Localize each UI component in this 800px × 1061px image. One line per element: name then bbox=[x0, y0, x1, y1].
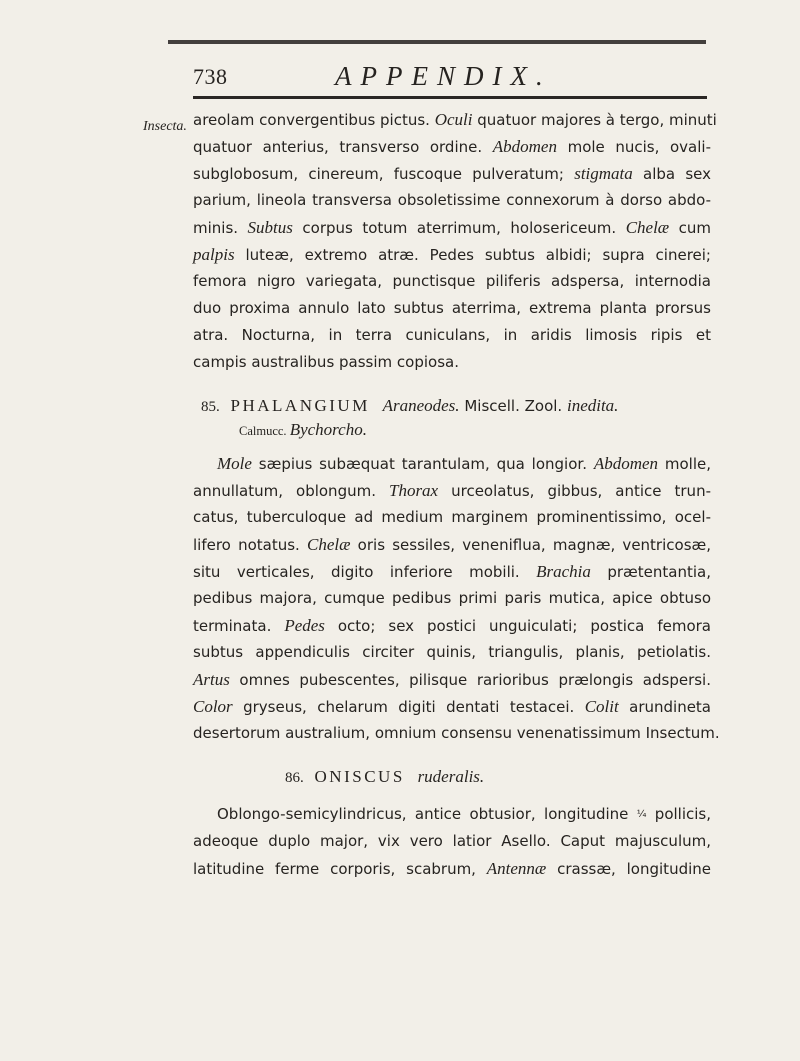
italic-term: Brachia bbox=[536, 562, 591, 581]
paragraph-oniscus bbox=[193, 801, 711, 882]
text-line: atra. Nocturna, in terra cuniculans, in aridis limosis ripis et bbox=[193, 326, 711, 344]
header-rule bbox=[193, 96, 707, 99]
species-name: Araneodes. bbox=[382, 396, 460, 415]
running-head: APPENDIX. bbox=[335, 61, 552, 91]
main-text bbox=[193, 106, 720, 882]
text-line: situ verticales, digito inferiore mobili. Brachia prætentantia, bbox=[193, 562, 711, 581]
entry-number: 86. bbox=[285, 770, 304, 786]
text-line: catus, tuberculoque ad medium marginem prominentissimo, ocel- bbox=[193, 508, 711, 526]
text-line: terminata. Pedes octo; sex postici unguiculati; postica femora bbox=[193, 616, 711, 635]
italic-term: Mole bbox=[217, 454, 252, 473]
text-line: duo proxima annulo lato subtus aterrima, extrema planta prorsus bbox=[193, 299, 711, 317]
text-line: palpis luteæ, extremo atræ. Pedes subtus albidi; supra cinerei; bbox=[193, 245, 711, 264]
vernacular-label: Calmucc. bbox=[239, 424, 287, 438]
text-line: areolam convergentibus pictus. Oculi quatuor majores à tergo, minuti bbox=[193, 110, 717, 129]
genus-name: PHALANGIUM bbox=[230, 396, 370, 415]
italic-term: Thorax bbox=[388, 481, 439, 500]
text-line: latitudine ferme corporis, scabrum, Antennæ crassæ, longitudine bbox=[193, 859, 711, 878]
text-line: quatuor anterius, transverso ordine. Abdomen mole nucis, ovali- bbox=[193, 137, 712, 156]
page-number: 738 bbox=[193, 64, 228, 89]
species-name: ruderalis. bbox=[417, 767, 485, 786]
entry-number: 85. bbox=[201, 399, 220, 415]
italic-term: Subtus bbox=[247, 218, 293, 237]
text-line: Artus omnes pubescentes, pilisque rarioribus prælongis adspersi. bbox=[193, 670, 711, 689]
italic-term: Pedes bbox=[284, 616, 325, 635]
italic-term: Antennæ bbox=[486, 859, 547, 878]
genus-name: ONISCUS bbox=[314, 767, 405, 786]
text-line: pedibus majora, cumque pedibus primi paris mutica, apice obtuso bbox=[193, 589, 711, 607]
text-line: lifero notatus. Chelæ oris sessiles, veneniflua, magnæ, ventricosæ, bbox=[193, 535, 712, 554]
paragraph-phalangium bbox=[193, 450, 720, 747]
top-rule bbox=[168, 40, 706, 44]
text-line: adeoque duplo major, vix vero latior Asello. Caput majusculum, bbox=[193, 832, 711, 850]
italic-term: Artus bbox=[193, 670, 230, 689]
text-line: annullatum, oblongum. Thorax urceolatus, gibbus, antice trun- bbox=[193, 481, 711, 500]
paragraph-insect-description bbox=[193, 106, 717, 376]
text-line: femora nigro variegata, punctisque piliferis adspersa, internodia bbox=[193, 272, 711, 290]
italic-term: Oculi bbox=[434, 110, 473, 129]
text-line: Color gryseus, chelarum digiti dentati testacei. Colit arundineta bbox=[193, 697, 711, 716]
marginal-note: Insecta. bbox=[143, 119, 187, 134]
text-line: subtus appendiculis circiter quinis, triangulis, planis, petiolatis. bbox=[193, 643, 711, 661]
status: inedita. bbox=[566, 396, 619, 415]
italic-term: Chelæ bbox=[307, 535, 351, 554]
italic-term: palpis bbox=[193, 245, 235, 264]
text-line: Oblongo-semicylindricus, antice obtusior, longitudine ¼ pollicis, bbox=[217, 805, 711, 823]
vernacular-name: Bychorcho. bbox=[289, 420, 367, 439]
italic-term: Chelæ bbox=[625, 218, 670, 237]
text-line: desertorum australium, omnium consensu venenatissimum Insectum. bbox=[193, 724, 720, 742]
text-line: parium, lineola transversa obsoletissime connexorum à dorso abdo- bbox=[193, 191, 711, 209]
italic-term: stigmata bbox=[574, 164, 633, 183]
text-line: Mole sæpius subæquat tarantulam, qua longior. Abdomen molle, bbox=[217, 454, 711, 473]
italic-term: Abdomen bbox=[593, 454, 659, 473]
text-line: subglobosum, cinereum, fuscoque pulveratum; stigmata alba sex bbox=[193, 164, 711, 183]
fraction: ¼ bbox=[636, 809, 647, 820]
italic-term: Abdomen bbox=[492, 137, 557, 156]
italic-term: Color bbox=[193, 697, 233, 716]
reference: Miscell. Zool. bbox=[464, 397, 563, 415]
text-line: campis australibus passim copiosa. bbox=[193, 353, 459, 371]
entry-heading-oniscus bbox=[193, 757, 711, 797]
italic-term: Colit bbox=[584, 697, 619, 716]
text-line: minis. Subtus corpus totum aterrimum, holosericeum. Chelæ cum bbox=[193, 218, 712, 237]
